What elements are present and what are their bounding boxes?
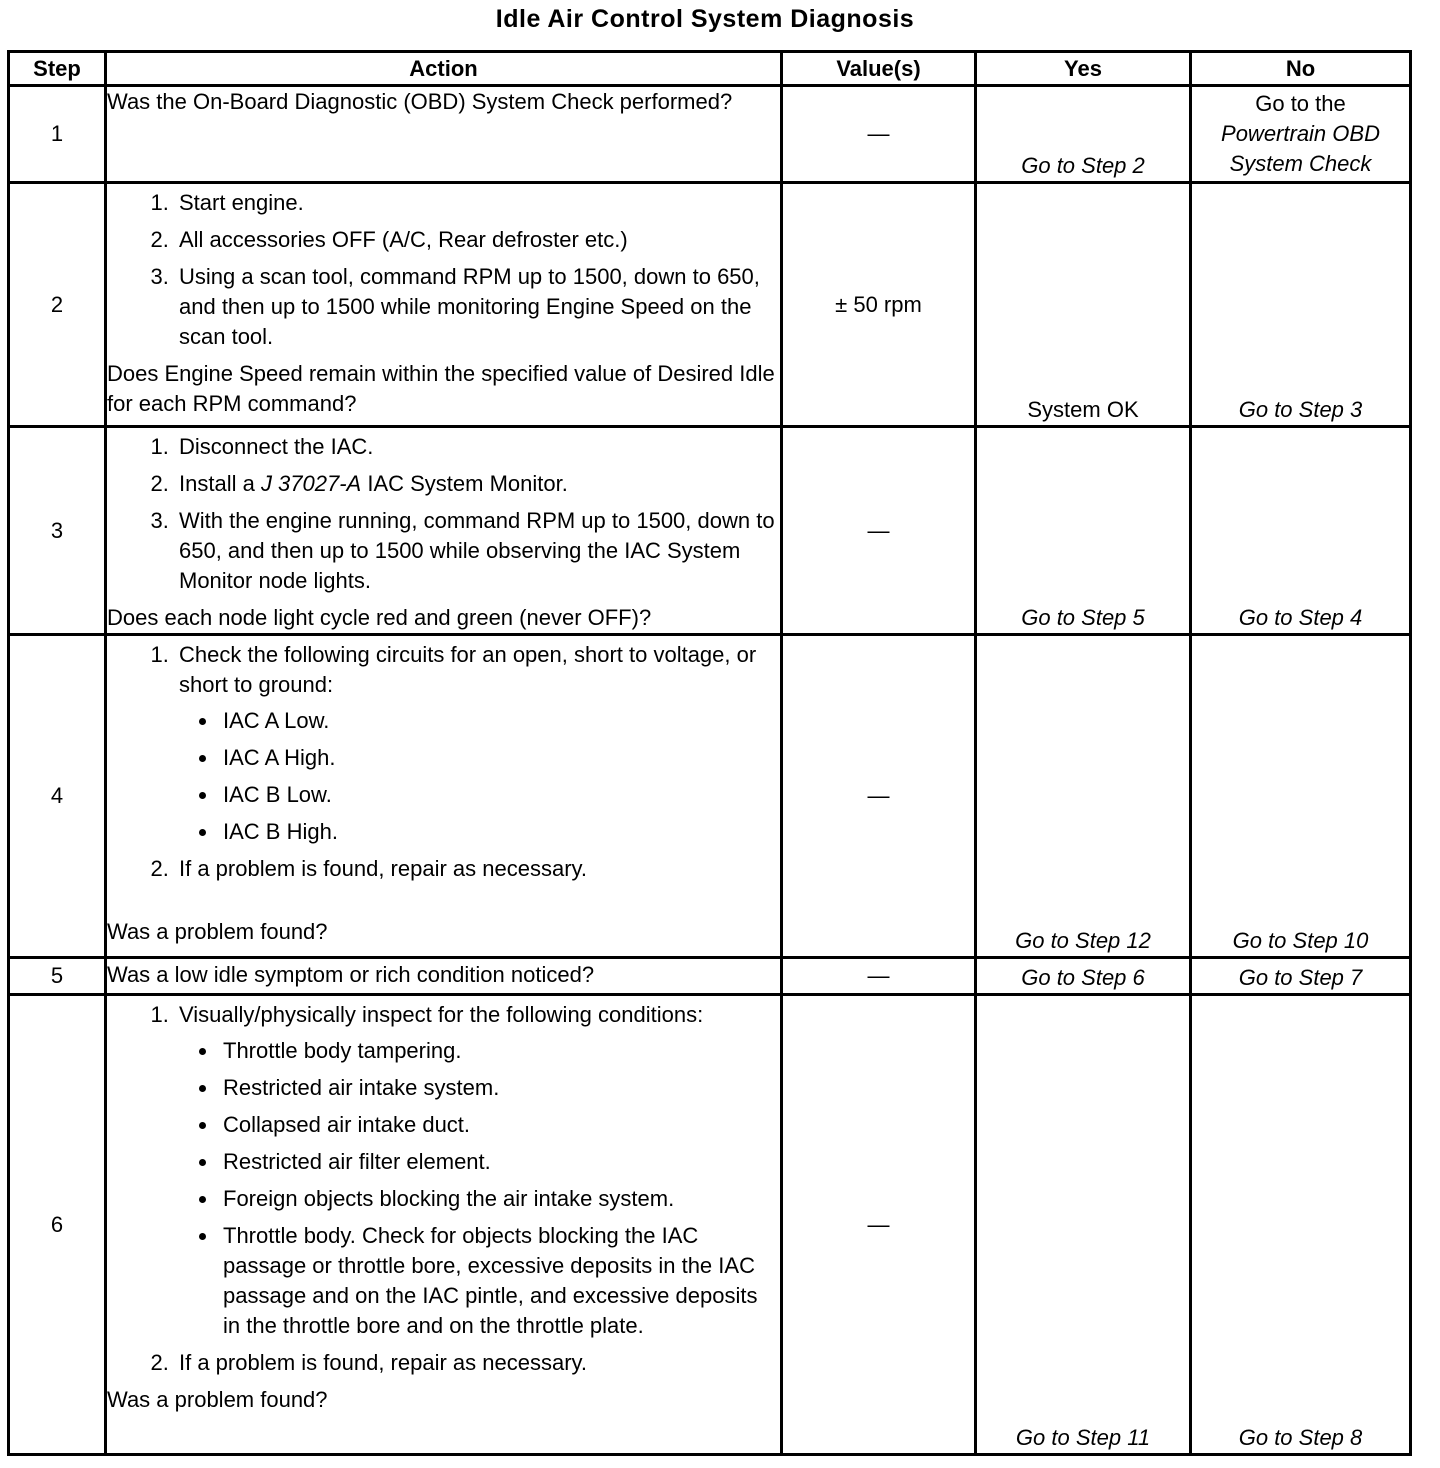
value-cell: — [782, 427, 976, 635]
table-row [9, 635, 1411, 958]
no-cell: Go to Step 10 [1191, 635, 1411, 958]
action-question: Was a problem found? [107, 919, 328, 944]
no-text-line1: Go to the [1255, 91, 1346, 116]
action-question: Was the On-Board Diagnostic (OBD) System Check performed? [107, 89, 733, 114]
bullet-item: • Restricted air filter element. [219, 1147, 780, 1177]
step-number: 4 [9, 635, 106, 958]
bullet-item: • Foreign objects blocking the air intake system. [219, 1184, 780, 1214]
bullet-item: • IAC A High. [219, 743, 780, 773]
action-cell [106, 183, 782, 427]
step-number: 5 [9, 958, 106, 995]
list-item: 3. With the engine running, command RPM up to 1500, down to 650, and then up to 1500 while observing the IAC System Monitor node lights. [175, 506, 780, 596]
no-cell: Go to Step 8 [1191, 995, 1411, 1455]
step-number: 2 [9, 183, 106, 427]
list-item [175, 640, 780, 847]
table-row [9, 183, 1411, 427]
table-row [9, 958, 1411, 995]
action-question: Was a low idle symptom or rich condition noticed? [107, 962, 595, 987]
list-item [175, 1000, 780, 1341]
install-text: Install a [179, 471, 261, 496]
bullet-item: • Restricted air intake system. [219, 1073, 780, 1103]
step-number: 1 [9, 86, 106, 183]
action-cell [106, 958, 782, 995]
action-cell [106, 635, 782, 958]
list-item: 2. All accessories OFF (A/C, Rear defroster etc.) [175, 225, 780, 255]
table-row [9, 995, 1411, 1455]
header-no: No [1191, 52, 1411, 86]
table-header-row [9, 52, 1411, 86]
no-cell: Go to Step 7 [1191, 958, 1411, 995]
action-question: Does each node light cycle red and green (never OFF)? [107, 605, 652, 630]
no-cell: Go to Step 3 [1191, 183, 1411, 427]
diagnosis-table [7, 50, 1412, 1456]
value-cell: — [782, 635, 976, 958]
page-title: Idle Air Control System Diagnosis [495, 5, 915, 33]
list-item: 3. Using a scan tool, command RPM up to 1500, down to 650, and then up to 1500 while monitoring Engine Speed on the scan tool. [175, 262, 780, 352]
yes-cell: Go to Step 2 [976, 86, 1191, 183]
value-cell: — [782, 86, 976, 183]
circuit-list [179, 706, 780, 847]
yes-cell: Go to Step 11 [976, 995, 1191, 1455]
header-values: Value(s) [782, 52, 976, 86]
install-text-end: IAC System Monitor. [361, 471, 568, 496]
yes-cell: Go to Step 12 [976, 635, 1191, 958]
table-row [9, 427, 1411, 635]
action-steps-list [107, 1000, 780, 1378]
bullet-item: • IAC B Low. [219, 780, 780, 810]
header-step: Step [9, 52, 106, 86]
yes-cell: Go to Step 5 [976, 427, 1191, 635]
value-cell: — [782, 958, 976, 995]
no-cell: Go to Step 4 [1191, 427, 1411, 635]
action-steps-list [107, 432, 780, 596]
no-cell [1191, 86, 1411, 183]
condition-list [179, 1036, 780, 1341]
table-row [9, 86, 1411, 183]
step-number: 3 [9, 427, 106, 635]
list-item-text: Check the following circuits for an open, short to voltage, or short to ground: [179, 642, 757, 697]
action-steps-list [107, 640, 780, 884]
value-cell: — [782, 995, 976, 1455]
action-cell [106, 995, 782, 1455]
list-item [175, 469, 780, 499]
yes-cell: Go to Step 6 [976, 958, 1191, 995]
action-cell [106, 427, 782, 635]
list-item: 2. If a problem is found, repair as necessary. [175, 1348, 780, 1378]
action-question: Does Engine Speed remain within the specified value of Desired Idle for each RPM command? [107, 361, 775, 416]
tool-number: J 37027-A [260, 471, 362, 496]
step-number: 6 [9, 995, 106, 1455]
bullet-item: • Collapsed air intake duct. [219, 1110, 780, 1140]
action-cell [106, 86, 782, 183]
bullet-item: • IAC B High. [219, 817, 780, 847]
yes-cell: System OK [976, 183, 1191, 427]
bullet-item: • Throttle body. Check for objects blocking the IAC passage or throttle bore, excessive deposits in the IAC passage and on the IAC pintle, and excessive deposits in the throttle bore and on the throttle plate. [219, 1221, 780, 1341]
list-item: 1. Disconnect the IAC. [175, 432, 780, 462]
list-item: 1. Start engine. [175, 188, 780, 218]
action-question: Was a problem found? [107, 1387, 328, 1412]
header-yes: Yes [976, 52, 1191, 86]
value-cell: ± 50 rpm [782, 183, 976, 427]
no-text-line2: Powertrain OBD System Check [1221, 121, 1380, 176]
bullet-item: • IAC A Low. [219, 706, 780, 736]
action-steps-list [107, 188, 780, 352]
list-item: 2. If a problem is found, repair as necessary. [175, 854, 780, 884]
bullet-item: • Throttle body tampering. [219, 1036, 780, 1066]
list-item-text: Visually/physically inspect for the following conditions: [179, 1002, 704, 1027]
header-action: Action [106, 52, 782, 86]
